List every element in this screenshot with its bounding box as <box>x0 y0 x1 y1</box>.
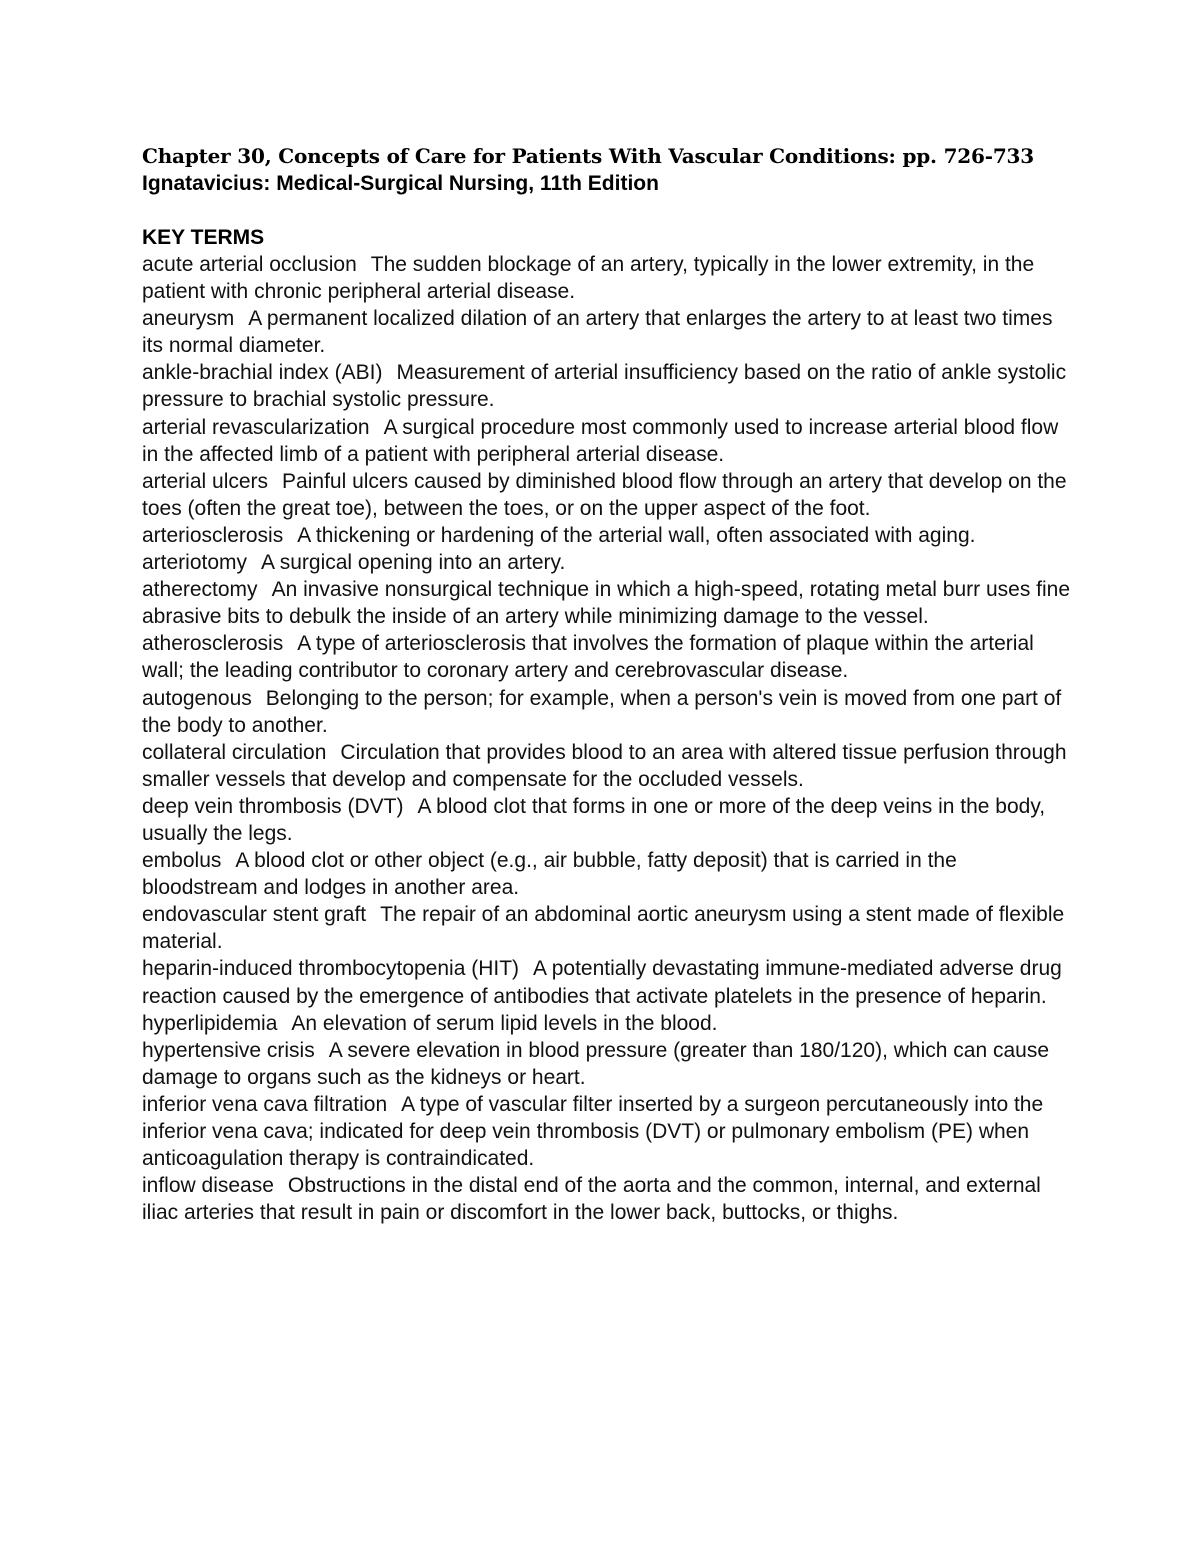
key-term-definition: Measurement of arterial insufficiency based on the ratio of ankle systolic pressure to brachial systolic pressure. <box>142 361 1067 412</box>
key-term-word: hyperlipidemia <box>142 1011 278 1035</box>
key-term-definition: An invasive nonsurgical technique in which a high-speed, rotating metal burr uses fine abrasive bits to debulk the inside of an artery while minimizing damage to the vessel. <box>142 578 1071 629</box>
key-term-word: aneurysm <box>142 307 235 331</box>
key-term-entry <box>142 847 1072 901</box>
key-term-word: hypertensive crisis <box>142 1038 315 1062</box>
document-content <box>142 143 1072 1226</box>
key-term-definition: A severe elevation in blood pressure (greater than 180/120), which can cause damage to organs such as the kidneys or heart. <box>142 1038 1050 1089</box>
key-term-word: embolus <box>142 849 222 873</box>
key-term-definition: A blood clot that forms in one or more of the deep veins in the body, usually the legs. <box>142 794 1046 845</box>
key-term-entry <box>142 630 1072 684</box>
key-term-entry <box>142 414 1072 468</box>
key-term-word: deep vein thrombosis (DVT) <box>142 794 404 818</box>
key-term-definition: The sudden blockage of an artery, typically in the lower extremity, in the patient with chronic peripheral arterial disease. <box>142 253 1035 304</box>
key-term-definition: The repair of an abdominal aortic aneurysm using a stent made of flexible material. <box>142 903 1065 954</box>
key-term-word: arterial ulcers <box>142 469 269 493</box>
key-term-entry <box>142 1091 1072 1172</box>
key-term-definition: Belonging to the person; for example, when a person's vein is moved from one part of the body to another. <box>142 686 1062 737</box>
key-term-word: heparin-induced thrombocytopenia (HIT) <box>142 957 520 981</box>
key-term-word: ankle-brachial index (ABI) <box>142 361 383 385</box>
key-term-word: atherectomy <box>142 578 258 602</box>
chapter-title: Chapter 30, Concepts of Care for Patients With Vascular Conditions: pp. 726-733 <box>142 144 1034 168</box>
key-term-entry <box>142 549 1072 576</box>
key-term-entry <box>142 1037 1072 1091</box>
key-term-entry <box>142 1010 1072 1037</box>
key-term-entry <box>142 305 1072 359</box>
key-term-word: arteriosclerosis <box>142 523 284 547</box>
key-term-word: collateral circulation <box>142 740 327 764</box>
key-term-definition: A surgical opening into an artery. <box>261 551 566 575</box>
key-term-definition: A type of vascular filter inserted by a surgeon percutaneously into the inferior vena cava; indicated for deep vein thrombosis (DVT) or pulmonary embolism (PE) when anticoagulation therapy is contraindicated. <box>142 1092 1044 1171</box>
book-title: Ignatavicius: Medical-Surgical Nursing, 11th Edition <box>142 172 659 195</box>
key-term-definition: An elevation of serum lipid levels in the blood. <box>291 1011 718 1035</box>
key-term-definition: A potentially devastating immune-mediated adverse drug reaction caused by the emergence of antibodies that activate platelets in the presence of heparin. <box>142 957 1062 1008</box>
key-term-entry <box>142 576 1072 630</box>
key-term-definition: A type of arteriosclerosis that involves the formation of plaque within the arterial wall; the leading contributor to coronary artery and cerebrovascular disease. <box>142 632 1034 683</box>
key-term-definition: Painful ulcers caused by diminished blood flow through an artery that develop on the toes (often the great toe), between the toes, or on the upper aspect of the foot. <box>142 469 1067 520</box>
key-term-definition: Circulation that provides blood to an area with altered tissue perfusion through smaller vessels that develop and compensate for the occluded vessels. <box>142 740 1067 791</box>
key-term-entry <box>142 468 1072 522</box>
key-term-word: inferior vena cava filtration <box>142 1092 388 1116</box>
key-term-word: inflow disease <box>142 1174 274 1198</box>
key-term-definition: Obstructions in the distal end of the aorta and the common, internal, and external iliac arteries that result in pain or discomfort in the lower back, buttocks, or thighs. <box>142 1174 1041 1225</box>
key-term-definition: A thickening or hardening of the arterial wall, often associated with aging. <box>297 523 976 547</box>
key-term-entry <box>142 901 1072 955</box>
key-term-entry <box>142 1172 1072 1226</box>
blank-line <box>142 197 1072 224</box>
key-term-word: atherosclerosis <box>142 632 284 656</box>
key-term-definition: A surgical procedure most commonly used to increase arterial blood flow in the affected limb of a patient with peripheral arterial disease. <box>142 415 1059 466</box>
key-term-word: autogenous <box>142 686 252 710</box>
key-term-definition: A blood clot or other object (e.g., air bubble, fatty deposit) that is carried in the bloodstream and lodges in another area. <box>142 849 957 900</box>
key-term-entry <box>142 522 1072 549</box>
key-term-entry <box>142 793 1072 847</box>
key-term-entry <box>142 739 1072 793</box>
key-term-entry <box>142 359 1072 413</box>
key-term-word: arterial revascularization <box>142 415 370 439</box>
key-term-entry <box>142 955 1072 1009</box>
key-term-entry <box>142 685 1072 739</box>
key-term-word: arteriotomy <box>142 551 248 575</box>
section-heading: KEY TERMS <box>142 226 265 249</box>
key-term-word: endovascular stent graft <box>142 903 367 927</box>
key-term-definition: A permanent localized dilation of an artery that enlarges the artery to at least two times its normal diameter. <box>142 307 1053 358</box>
key-term-word: acute arterial occlusion <box>142 253 357 276</box>
key-terms-list <box>142 251 1072 1226</box>
key-term-entry <box>142 251 1072 305</box>
